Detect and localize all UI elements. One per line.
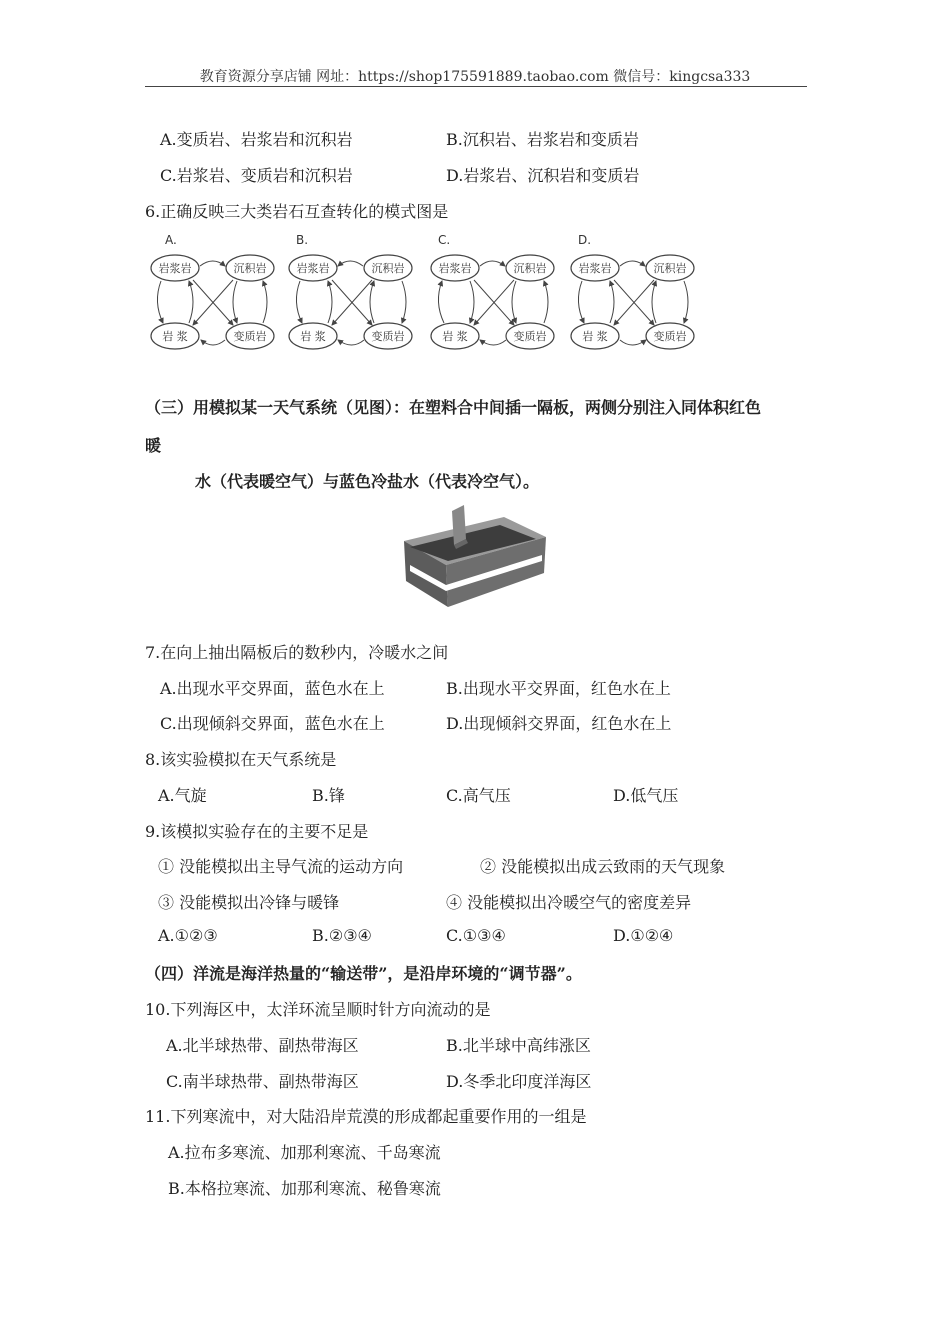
diagram-d [571,233,694,349]
q9-statement-3: ③ 没能模拟出冷锋与暖锋 [158,893,340,912]
diagram-b-magma: 岩 浆 [300,330,326,343]
q9-option-d: D.①②④ [613,926,674,945]
diagram-d-igneous: 岩浆岩 [578,262,612,275]
q9-statement-1: ① 没能模拟出主导气流的运动方向 [158,857,404,876]
section3-line3: 水（代表暖空气）与蓝色冷盐水（代表冷空气）。 [195,472,540,491]
diagram-d-metamorphic: 变质岩 [653,330,687,343]
q9-option-a: A.①②③ [158,926,218,945]
diagram-d-letter: D. [578,233,592,247]
q9-option-c: C.①③④ [446,926,506,945]
q7-option-c: C.出现倾斜交界面，蓝色水在上 [160,714,385,733]
q10-stem: 10.下列海区中，太洋环流呈顺时针方向流动的是 [145,1000,491,1019]
q11-stem: 11.下列寒流中，对大陆沿岸荒漠的形成都起重要作用的一组是 [145,1107,587,1126]
q10-option-b: B.北半球中高纬涨区 [446,1036,591,1055]
diagram-a-magma: 岩 浆 [162,330,188,343]
q10-option-a: A.北半球热带、副热带海区 [166,1036,359,1055]
rock-cycle-diagrams [145,228,705,358]
section3-line1: （三）用模拟某一天气系统（见图）：在塑料合中间插一隔板，两侧分别注入同体积红色 [145,398,762,417]
diagram-b-metamorphic: 变质岩 [371,330,405,343]
q7-option-a: A.出现水平交界面，蓝色水在上 [160,679,385,698]
diagram-d-sedimentary: 沉积岩 [653,262,687,275]
plastic-box-illustration [396,503,552,611]
q8-stem: 8.该实验模拟在天气系统是 [145,750,337,769]
q11-option-a: A.拉布多寒流、加那利寒流、千岛寒流 [168,1143,441,1162]
q8-option-a: A.气旋 [158,786,207,805]
diagram-a [151,233,274,349]
diagram-b-letter: B. [296,233,309,247]
page-header: 教育资源分享店铺 网址：https://shop175591889.taobao.com 微信号：kingcsa333 [199,69,751,85]
q5-option-a: A.变质岩、岩浆岩和沉积岩 [160,130,353,149]
q11-option-b: B.本格拉寒流、加那利寒流、秘鲁寒流 [168,1179,441,1198]
q8-option-d: D.低气压 [613,786,679,805]
diagram-c-sedimentary: 沉积岩 [513,262,547,275]
diagram-c-igneous: 岩浆岩 [438,262,472,275]
q8-option-c: C.高气压 [446,786,511,805]
q7-option-b: B.出现水平交界面，红色水在上 [446,679,671,698]
diagram-a-letter: A. [165,233,177,247]
q5-option-c: C.岩浆岩、变质岩和沉积岩 [160,166,353,185]
diagram-c-letter: C. [438,233,451,247]
diagram-a-igneous: 岩浆岩 [158,262,192,275]
q10-option-d: D.冬季北印度洋海区 [446,1072,592,1091]
q9-statement-2: ② 没能模拟出成云致雨的天气现象 [480,857,726,876]
diagram-b-sedimentary: 沉积岩 [371,262,405,275]
q9-statement-4: ④ 没能模拟出冷暖空气的密度差异 [446,893,692,912]
q7-stem: 7.在向上抽出隔板后的数秒内，冷暖水之间 [145,643,449,662]
q7-option-d: D.出现倾斜交界面，红色水在上 [446,714,672,733]
diagram-a-sedimentary: 沉积岩 [233,262,267,275]
q9-stem: 9.该模拟实验存在的主要不足是 [145,822,369,841]
q10-option-c: C.南半球热带、副热带海区 [166,1072,359,1091]
q8-option-b: B.锋 [312,786,345,805]
diagram-c-metamorphic: 变质岩 [513,330,547,343]
diagram-b [289,233,412,349]
q5-option-b: B.沉积岩、岩浆岩和变质岩 [446,130,639,149]
diagram-b-igneous: 岩浆岩 [296,262,330,275]
q5-option-d: D.岩浆岩、沉积岩和变质岩 [446,166,640,185]
q6-stem: 6.正确反映三大类岩石互查转化的模式图是 [145,202,449,221]
diagram-a-metamorphic: 变质岩 [233,330,267,343]
diagram-c [431,233,554,349]
diagram-c-magma: 岩 浆 [442,330,468,343]
diagram-d-magma: 岩 浆 [582,330,608,343]
section3-line2: 暖 [145,436,162,455]
section4-heading: （四）洋流是海洋热量的“输送带”，是沿岸环境的“调节器”。 [145,964,582,983]
header-divider [145,86,807,87]
q9-option-b: B.②③④ [312,926,372,945]
